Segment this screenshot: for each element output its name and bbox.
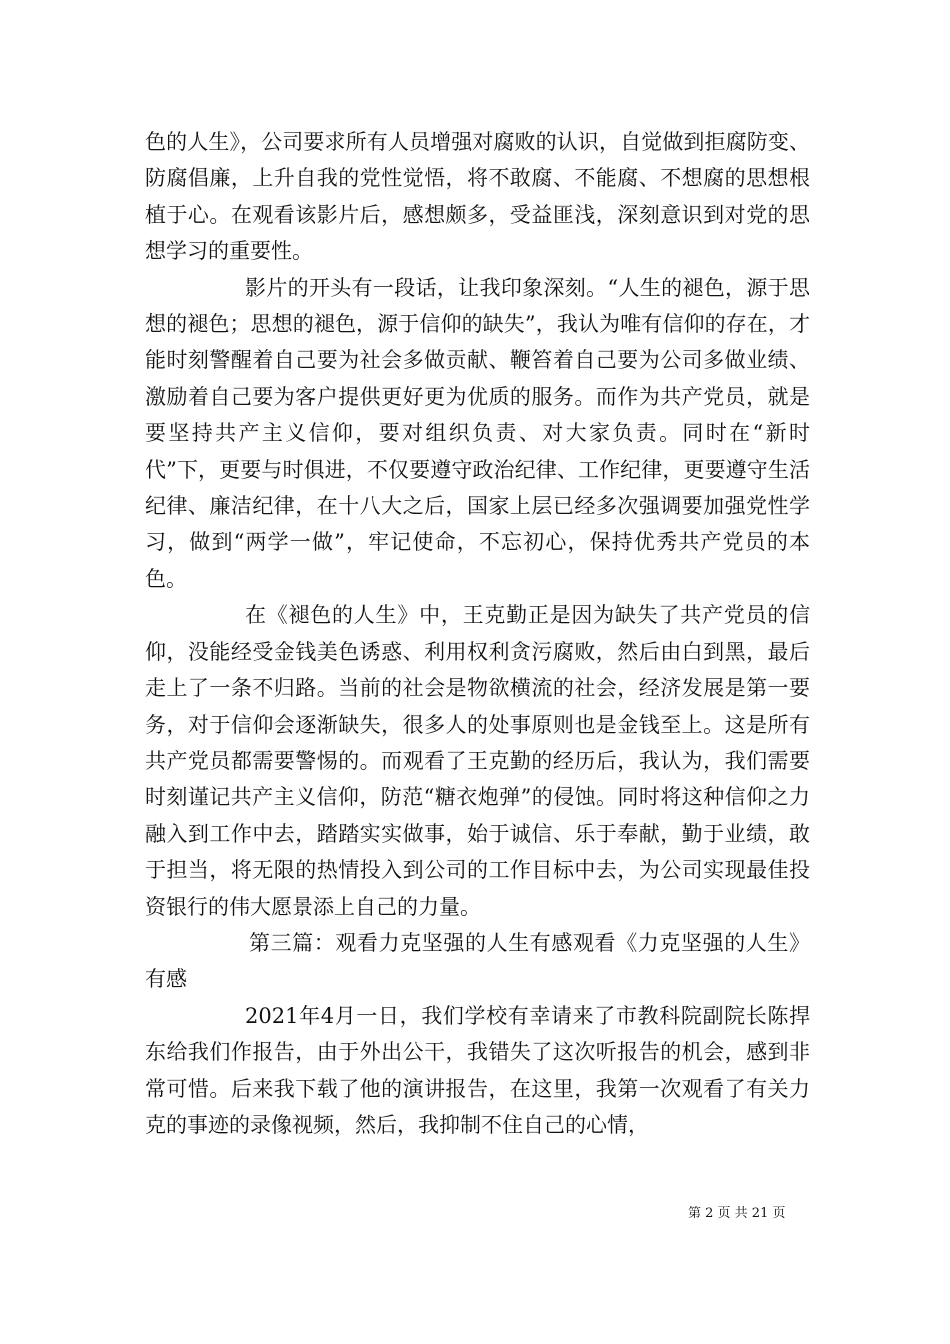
paragraph-3: 在《褪色的人生》中，王克勤正是因为缺失了共产党员的信仰，没能经受金钱美色诱惑、利用权利贪污腐败，然后由白到黑，最后走上了一条不归路。当前的社会是物欲横流的社会，经济发展是第一要务，对于信仰会逐渐缺失，很多人的处事原则也是金钱至上。这是所有共产党员都需要警惕的。而观看了王克勤的经历后，我认为，我们需要时刻谨记共产主义信仰，防范“糖衣炮弹”的侵蚀。同时将这种信仰之力融入到工作中去，踏踏实实做事，始于诚信、乐于奉献，勤于业绩，敢于担当，将无限的热情投入到公司的工作目标中去，为公司实现最佳投资银行的伟大愿景添上自己的力量。 xyxy=(145,603,810,919)
paragraph-2: 影片的开头有一段话，让我印象深刻。“人生的褪色，源于思想的褪色；思想的褪色，源于信仰的缺失”，我认为唯有信仰的存在，才能时刻警醒着自己要为社会多做贡献、鞭笞着自己要为公司多做业绩、激励着自己要为客户提供更好更为优质的服务。而作为共产党员，就是要坚持共产主义信仰，要对组织负责、对大家负责。同时在“新时代”下，更要与时俱进，不仅要遵守政治纪律、工作纪律，更要遵守生活纪律、廉洁纪律，在十八大之后，国家上层已经多次强调要加强党性学习，做到“两学一做”，牢记使命，不忘初心，保持优秀共产党员的本色。 xyxy=(145,275,810,591)
section-heading: 第三篇：观看力克坚强的人生有感观看《力克坚强的人生》有感 xyxy=(145,930,810,992)
document-body xyxy=(145,124,810,1143)
paragraph-4: 2021年4月一日，我们学校有幸请来了市教科院副院长陈捍东给我们作报告，由于外出公干，我错失了这次听报告的机会，感到非常可惜。后来我下载了他的演讲报告，在这里，我第一次观看了有关力克的事迹的录像视频，然后，我抑制不住自己的心情， xyxy=(145,1003,810,1137)
page-number: 第 2 页 共 21 页 xyxy=(688,1206,786,1221)
paragraph-1: 色的人生》，公司要求所有人员增强对腐败的认识，自觉做到拒腐防变、防腐倡廉，上升自我的党性觉悟，将不敢腐、不能腐、不想腐的思想根植于心。在观看该影片后，感想颇多，受益匪浅，深刻意识到对党的思想学习的重要性。 xyxy=(145,130,810,264)
